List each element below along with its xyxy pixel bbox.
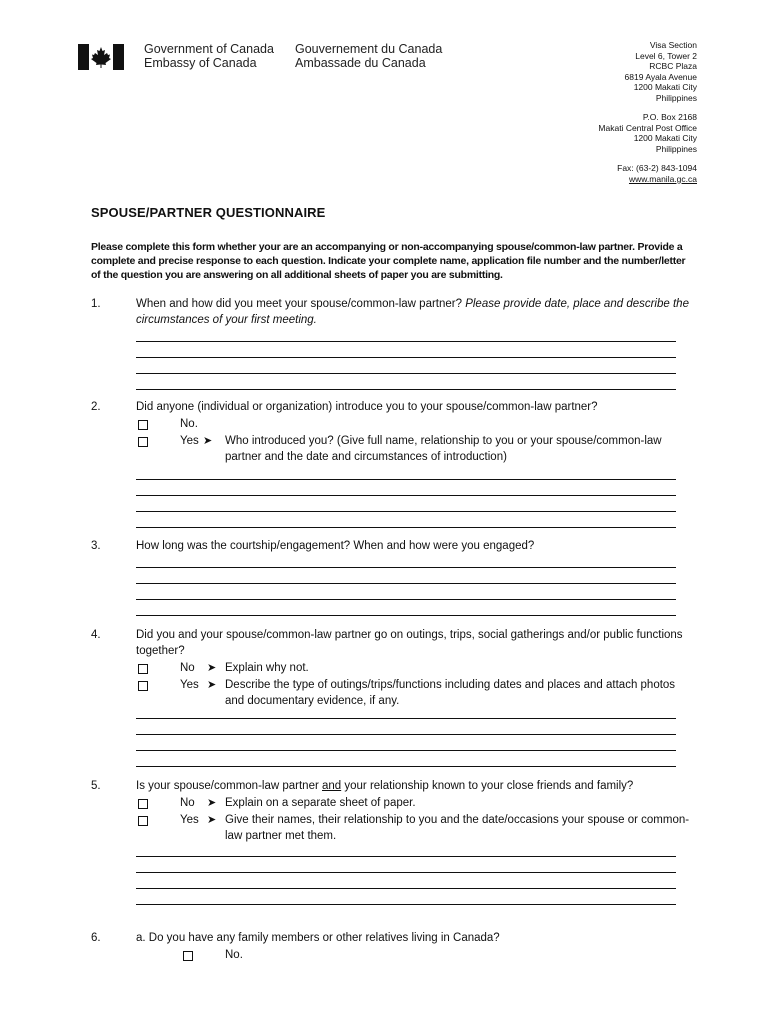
arrow-icon: ➤: [203, 435, 213, 447]
option-no[interactable]: [181, 947, 691, 963]
answer-line[interactable]: [136, 358, 676, 374]
checkbox[interactable]: [183, 951, 193, 961]
option-label: Yes: [180, 814, 199, 826]
option-no[interactable]: [136, 660, 691, 676]
answer-line[interactable]: [136, 600, 676, 616]
checkbox[interactable]: [138, 816, 148, 826]
option-description: Explain on a separate sheet of paper.: [225, 797, 416, 809]
address-line: 1200 Makati City: [633, 133, 697, 143]
option-description: Explain why not.: [225, 662, 309, 674]
question-number: 1.: [91, 298, 101, 310]
answer-line[interactable]: [136, 751, 676, 767]
address-block-2: [598, 112, 697, 154]
website-link[interactable]: www.manila.gc.ca: [628, 173, 697, 184]
question-text: [136, 778, 691, 794]
answer-line[interactable]: [136, 857, 676, 873]
checkbox[interactable]: [138, 437, 148, 447]
address-line: Philippines: [655, 143, 697, 154]
option-label: No.: [225, 949, 243, 961]
address-block-1: [598, 40, 697, 103]
form-title: SPOUSE/PARTNER QUESTIONNAIRE: [91, 205, 326, 220]
checkbox[interactable]: [138, 799, 148, 809]
question-4: [91, 627, 691, 709]
address-line: P.O. Box 2168: [642, 112, 697, 122]
fax-number: Fax: (63-2) 843-1094: [617, 163, 697, 173]
checkbox[interactable]: [138, 681, 148, 691]
gov-en-line: Government of Canada: [144, 42, 274, 56]
question-6: [91, 930, 691, 963]
checkbox[interactable]: [138, 420, 148, 430]
answer-line[interactable]: [136, 703, 676, 719]
question-text: [136, 296, 691, 328]
answer-lines-4[interactable]: [136, 703, 676, 767]
answer-line[interactable]: [136, 374, 676, 390]
government-name-fr: [295, 42, 442, 70]
checkbox[interactable]: [138, 664, 148, 674]
answer-line[interactable]: [136, 735, 676, 751]
option-label: No.: [180, 418, 198, 430]
question-text-part: Is your spouse/common-law partner: [136, 780, 322, 792]
address-line: Visa Section: [649, 40, 697, 50]
gov-fr-line: Gouvernement du Canada: [295, 42, 443, 56]
fax-block: [598, 163, 697, 184]
question-text-part: your relationship known to your close friends and family?: [341, 780, 634, 792]
answer-line[interactable]: [136, 873, 676, 889]
question-1: [91, 296, 691, 328]
answer-lines-1[interactable]: [136, 326, 676, 390]
question-text: a. Do you have any family members or other relatives living in Canada?: [136, 932, 500, 944]
question-2: [91, 399, 691, 465]
question-number: 5.: [91, 780, 101, 792]
embassy-fr-line: Ambassade du Canada: [295, 56, 426, 70]
government-name-en: [144, 42, 274, 70]
question-number: 3.: [91, 540, 101, 552]
answer-line[interactable]: [136, 496, 676, 512]
address-line: 1200 Makati City: [633, 82, 697, 92]
answer-line[interactable]: [136, 512, 676, 528]
address-line: Philippines: [655, 92, 697, 103]
address-line: Makati Central Post Office: [598, 122, 697, 133]
arrow-icon: ➤: [207, 814, 217, 826]
address-line: Level 6, Tower 2: [635, 50, 697, 61]
answer-line[interactable]: [136, 841, 676, 857]
option-no[interactable]: [136, 416, 691, 432]
question-text: Did you and your spouse/common-law partner go on outings, trips, social gatherings and/or public functions together?: [136, 629, 683, 657]
answer-lines-3[interactable]: [136, 552, 676, 616]
answer-line[interactable]: [136, 480, 676, 496]
answer-line[interactable]: [136, 326, 676, 342]
embassy-en-line: Embassy of Canada: [144, 56, 257, 70]
option-label: Yes: [180, 679, 199, 691]
answer-lines-2[interactable]: [136, 464, 676, 528]
option-description: Describe the type of outings/trips/functions including dates and places and attach photos and documentary evidence, if any.: [225, 679, 676, 707]
option-label: No: [180, 797, 195, 809]
question-text-italic: Please provide date, place and describe the circumstances of your first meeting.: [136, 298, 689, 326]
option-no[interactable]: [136, 795, 691, 811]
arrow-icon: ➤: [207, 679, 217, 691]
question-number: 2.: [91, 401, 101, 413]
answer-line[interactable]: [136, 568, 676, 584]
question-number: 4.: [91, 629, 101, 641]
answer-line[interactable]: [136, 464, 676, 480]
answer-line[interactable]: [136, 342, 676, 358]
option-label: No: [180, 662, 195, 674]
address-line: RCBC Plaza: [649, 61, 697, 71]
arrow-icon: ➤: [207, 662, 217, 674]
question-number: 6.: [91, 932, 101, 944]
address-line: 6819 Ayala Avenue: [624, 71, 697, 82]
answer-lines-5[interactable]: [136, 841, 676, 905]
arrow-icon: ➤: [207, 797, 217, 809]
question-text-main: When and how did you meet your spouse/common-law partner?: [136, 298, 466, 310]
answer-line[interactable]: [136, 584, 676, 600]
form-instructions: Please complete this form whether your are an accompanying or non-accompanying spouse/common-law partner. Provide a complete and precise response to each question. Indicate your complete name, application file number and the number/letter of the question you are answering on all additional sheets of paper you are submitting.: [91, 241, 686, 281]
option-yes[interactable]: [136, 433, 691, 465]
question-text: How long was the courtship/engagement? When and how were you engaged?: [136, 540, 535, 552]
option-description: Give their names, their relationship to you and the date/occasions your spouse or common-law partner met them.: [225, 814, 690, 842]
question-5: [91, 778, 691, 844]
question-text: Did anyone (individual or organization) introduce you to your spouse/common-law partner?: [136, 401, 598, 413]
option-description: Who introduced you? (Give full name, relationship to you or your spouse/common-law partner and the date and circumstances of introduction): [225, 435, 662, 463]
canada-flag-icon: [78, 44, 124, 70]
embassy-address: [598, 40, 697, 184]
option-label: Yes: [180, 435, 199, 447]
answer-line[interactable]: [136, 889, 676, 905]
option-yes[interactable]: [136, 812, 691, 844]
answer-line[interactable]: [136, 552, 676, 568]
question-text-underlined: and: [322, 780, 342, 792]
answer-line[interactable]: [136, 719, 676, 735]
